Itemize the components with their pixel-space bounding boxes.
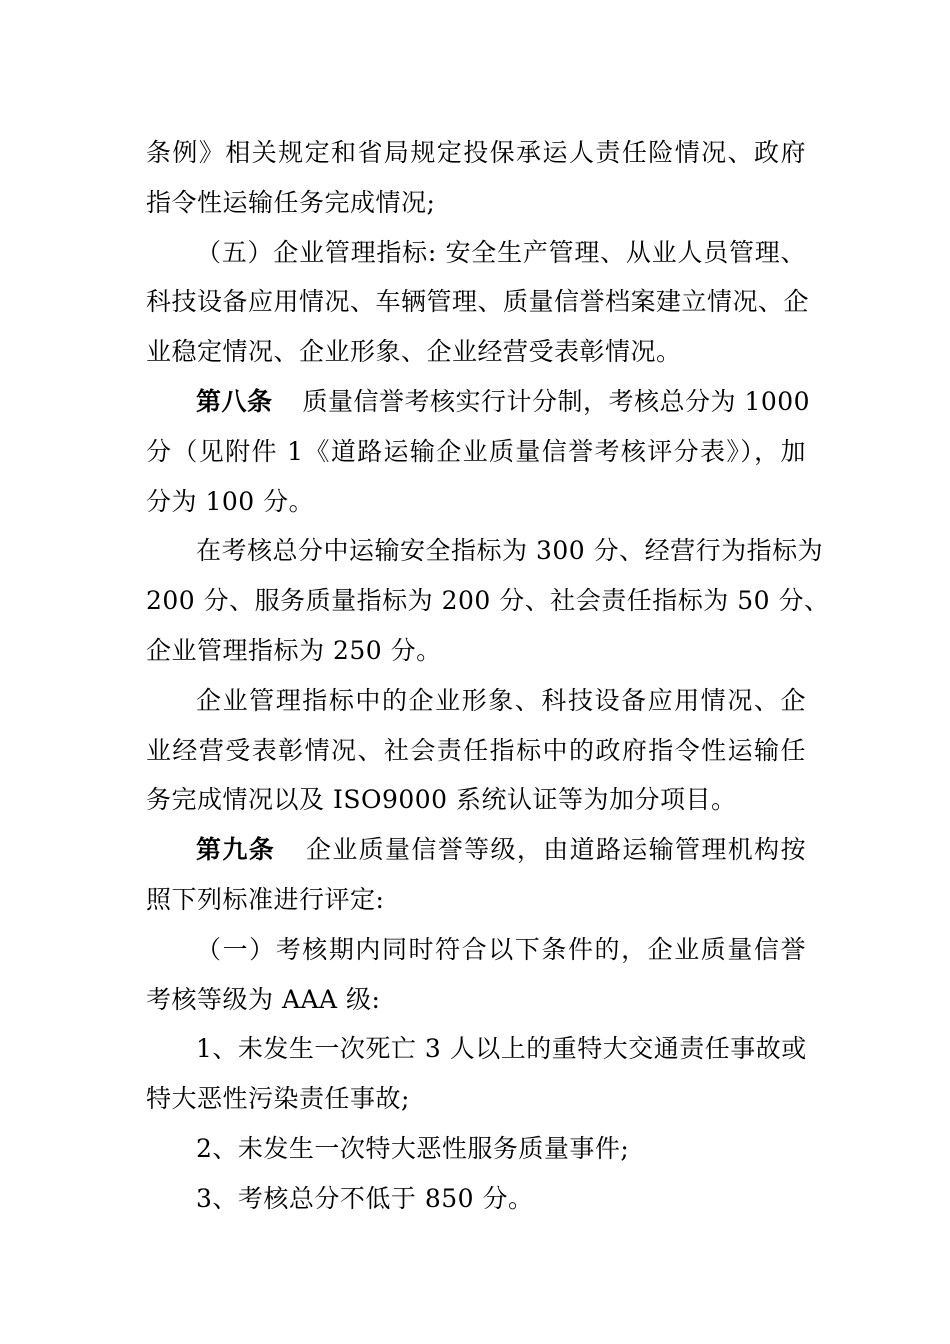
paragraph-line: 考核等级为 AAA 级: bbox=[146, 984, 381, 1014]
paragraph-line: 分为 100 分。 bbox=[146, 486, 315, 516]
list-item-line: 2、未发生一次特大恶性服务质量事件; bbox=[196, 1133, 630, 1163]
article-8-line bbox=[146, 377, 811, 427]
paragraph-line: 指令性运输任务完成情况; bbox=[146, 187, 436, 217]
paragraph-line: 照下列标准进行评定: bbox=[146, 884, 385, 914]
article-9-line bbox=[146, 825, 806, 875]
list-item-line: 特大恶性污染责任事故; bbox=[146, 1084, 410, 1114]
paragraph-line: 务完成情况以及 ISO9000 系统认证等为加分项目。 bbox=[146, 785, 737, 815]
paragraph-line: 科技设备应用情况、车辆管理、质量信誉档案建立情况、企 bbox=[146, 287, 810, 317]
paragraph-line: （五）企业管理指标: 安全生产管理、从业人员管理、 bbox=[196, 237, 806, 267]
list-item-line: 1、未发生一次死亡 3 人以上的重特大交通责任事故或 bbox=[196, 1034, 807, 1064]
article-9-text: 企业质量信誉等级，由道路运输管理机构按 bbox=[305, 835, 806, 865]
paragraph-line: 分（见附件 1《道路运输企业质量信誉考核评分表》），加 bbox=[146, 436, 806, 466]
paragraph-line: （一）考核期内同时符合以下条件的，企业质量信誉 bbox=[196, 934, 806, 964]
paragraph-line: 200 分、服务质量指标为 200 分、社会责任指标为 50 分、 bbox=[146, 586, 830, 616]
article-8-heading: 第八条 bbox=[196, 386, 273, 416]
article-8-text: 质量信誉考核实行计分制，考核总分为 1000 bbox=[302, 386, 811, 416]
paragraph-line: 业稳定情况、企业形象、企业经营受表彰情况。 bbox=[146, 337, 682, 367]
paragraph-line: 条例》相关规定和省局规定投保承运人责任险情况、政府 bbox=[146, 138, 806, 167]
article-9-heading: 第九条 bbox=[196, 835, 276, 865]
paragraph-line: 业经营受表彰情况、社会责任指标中的政府指令性运输任 bbox=[146, 735, 806, 765]
paragraph-line: 企业管理指标中的企业形象、科技设备应用情况、企 bbox=[196, 685, 806, 715]
paragraph-line: 在考核总分中运输安全指标为 300 分、经营行为指标为 bbox=[196, 536, 824, 566]
list-item-line: 3、考核总分不低于 850 分。 bbox=[196, 1183, 534, 1213]
paragraph-line: 企业管理指标为 250 分。 bbox=[146, 635, 442, 665]
document-body bbox=[146, 128, 830, 1224]
